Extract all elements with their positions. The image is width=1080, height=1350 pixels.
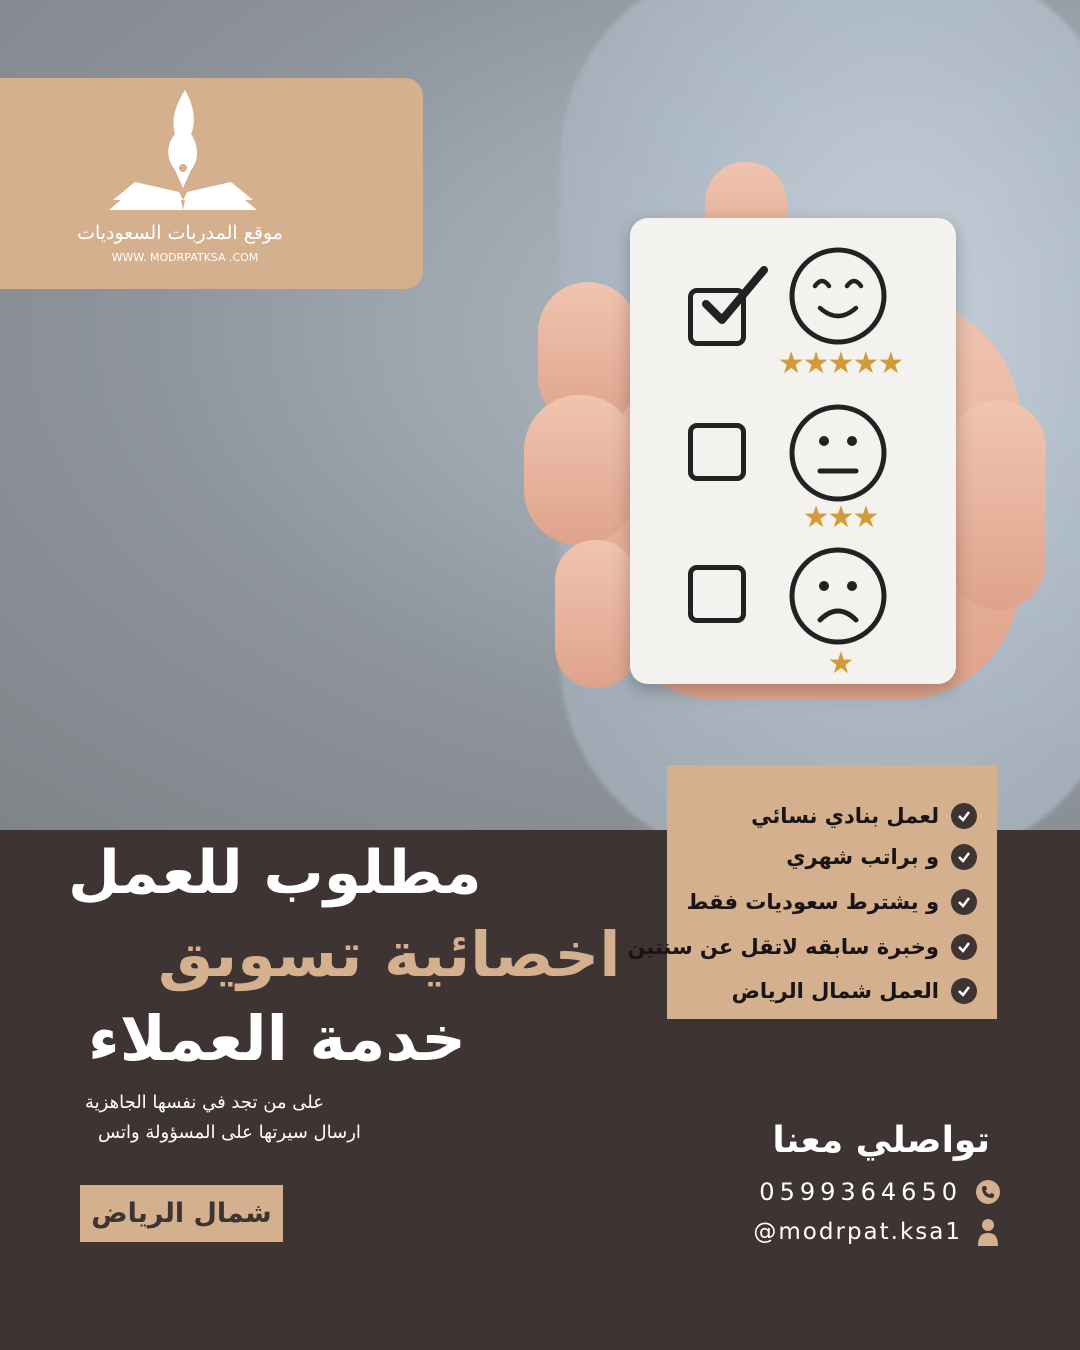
check-circle-icon <box>951 934 977 960</box>
finger-3 <box>555 540 637 688</box>
headline-line-3: خدمة العملاء <box>88 1002 466 1075</box>
requirement-item <box>677 889 977 915</box>
requirement-item <box>677 803 977 829</box>
happy-face-icon <box>788 246 888 346</box>
finger-2 <box>524 395 636 545</box>
requirement-text: وخبرة سابقه لاتقل عن سنتين <box>627 935 939 959</box>
requirement-text: العمل شمال الرياض <box>731 979 939 1003</box>
social-row[interactable] <box>753 1219 1000 1245</box>
phone-number: 0599364650 <box>759 1178 962 1206</box>
three-star-rating: ★★★ <box>802 500 878 535</box>
finger-4 <box>950 400 1046 610</box>
check-mark-icon <box>692 262 772 332</box>
social-handle: @modrpat.ksa1 <box>753 1219 962 1245</box>
headline-line-2: اخصائية تسويق <box>158 918 621 991</box>
check-circle-icon <box>951 889 977 915</box>
requirement-item <box>677 978 977 1004</box>
headline-line-1: مطلوب للعمل <box>68 838 482 908</box>
check-circle-icon <box>951 803 977 829</box>
location-text: شمال الرياض <box>91 1198 272 1229</box>
neutral-face-icon <box>788 403 888 503</box>
requirement-text: و براتب شهري <box>786 845 939 869</box>
logo-url: WWW. MODRPATKSA .COM <box>111 251 259 264</box>
one-star-rating: ★ <box>827 646 853 681</box>
user-icon <box>976 1220 1000 1244</box>
logo-panel <box>0 78 423 289</box>
location-badge <box>80 1185 283 1242</box>
sad-face-icon <box>788 546 888 646</box>
subtext-line-1: على من تجد في نفسها الجاهزية <box>85 1092 324 1113</box>
subtext-line-2: ارسال سيرتها على المسؤولة واتس <box>98 1122 361 1143</box>
pen-book-logo-icon <box>105 88 260 213</box>
requirement-text: لعمل بنادي نسائي <box>751 804 939 828</box>
requirement-item <box>677 844 977 870</box>
checkbox-empty <box>688 423 746 481</box>
check-circle-icon <box>951 978 977 1004</box>
checkbox-empty <box>688 565 746 623</box>
requirement-text: و يشترط سعوديات فقط <box>686 890 939 914</box>
five-star-rating: ★★★★★ <box>777 346 903 381</box>
rating-card <box>630 218 956 684</box>
phone-row[interactable] <box>759 1178 1000 1206</box>
check-circle-icon <box>951 844 977 870</box>
requirement-item <box>627 934 977 960</box>
phone-icon <box>976 1180 1000 1204</box>
requirements-box <box>627 765 997 1019</box>
contact-title: تواصلي معنا <box>772 1120 990 1161</box>
logo-name: موقع المدربات السعوديات <box>77 222 283 244</box>
